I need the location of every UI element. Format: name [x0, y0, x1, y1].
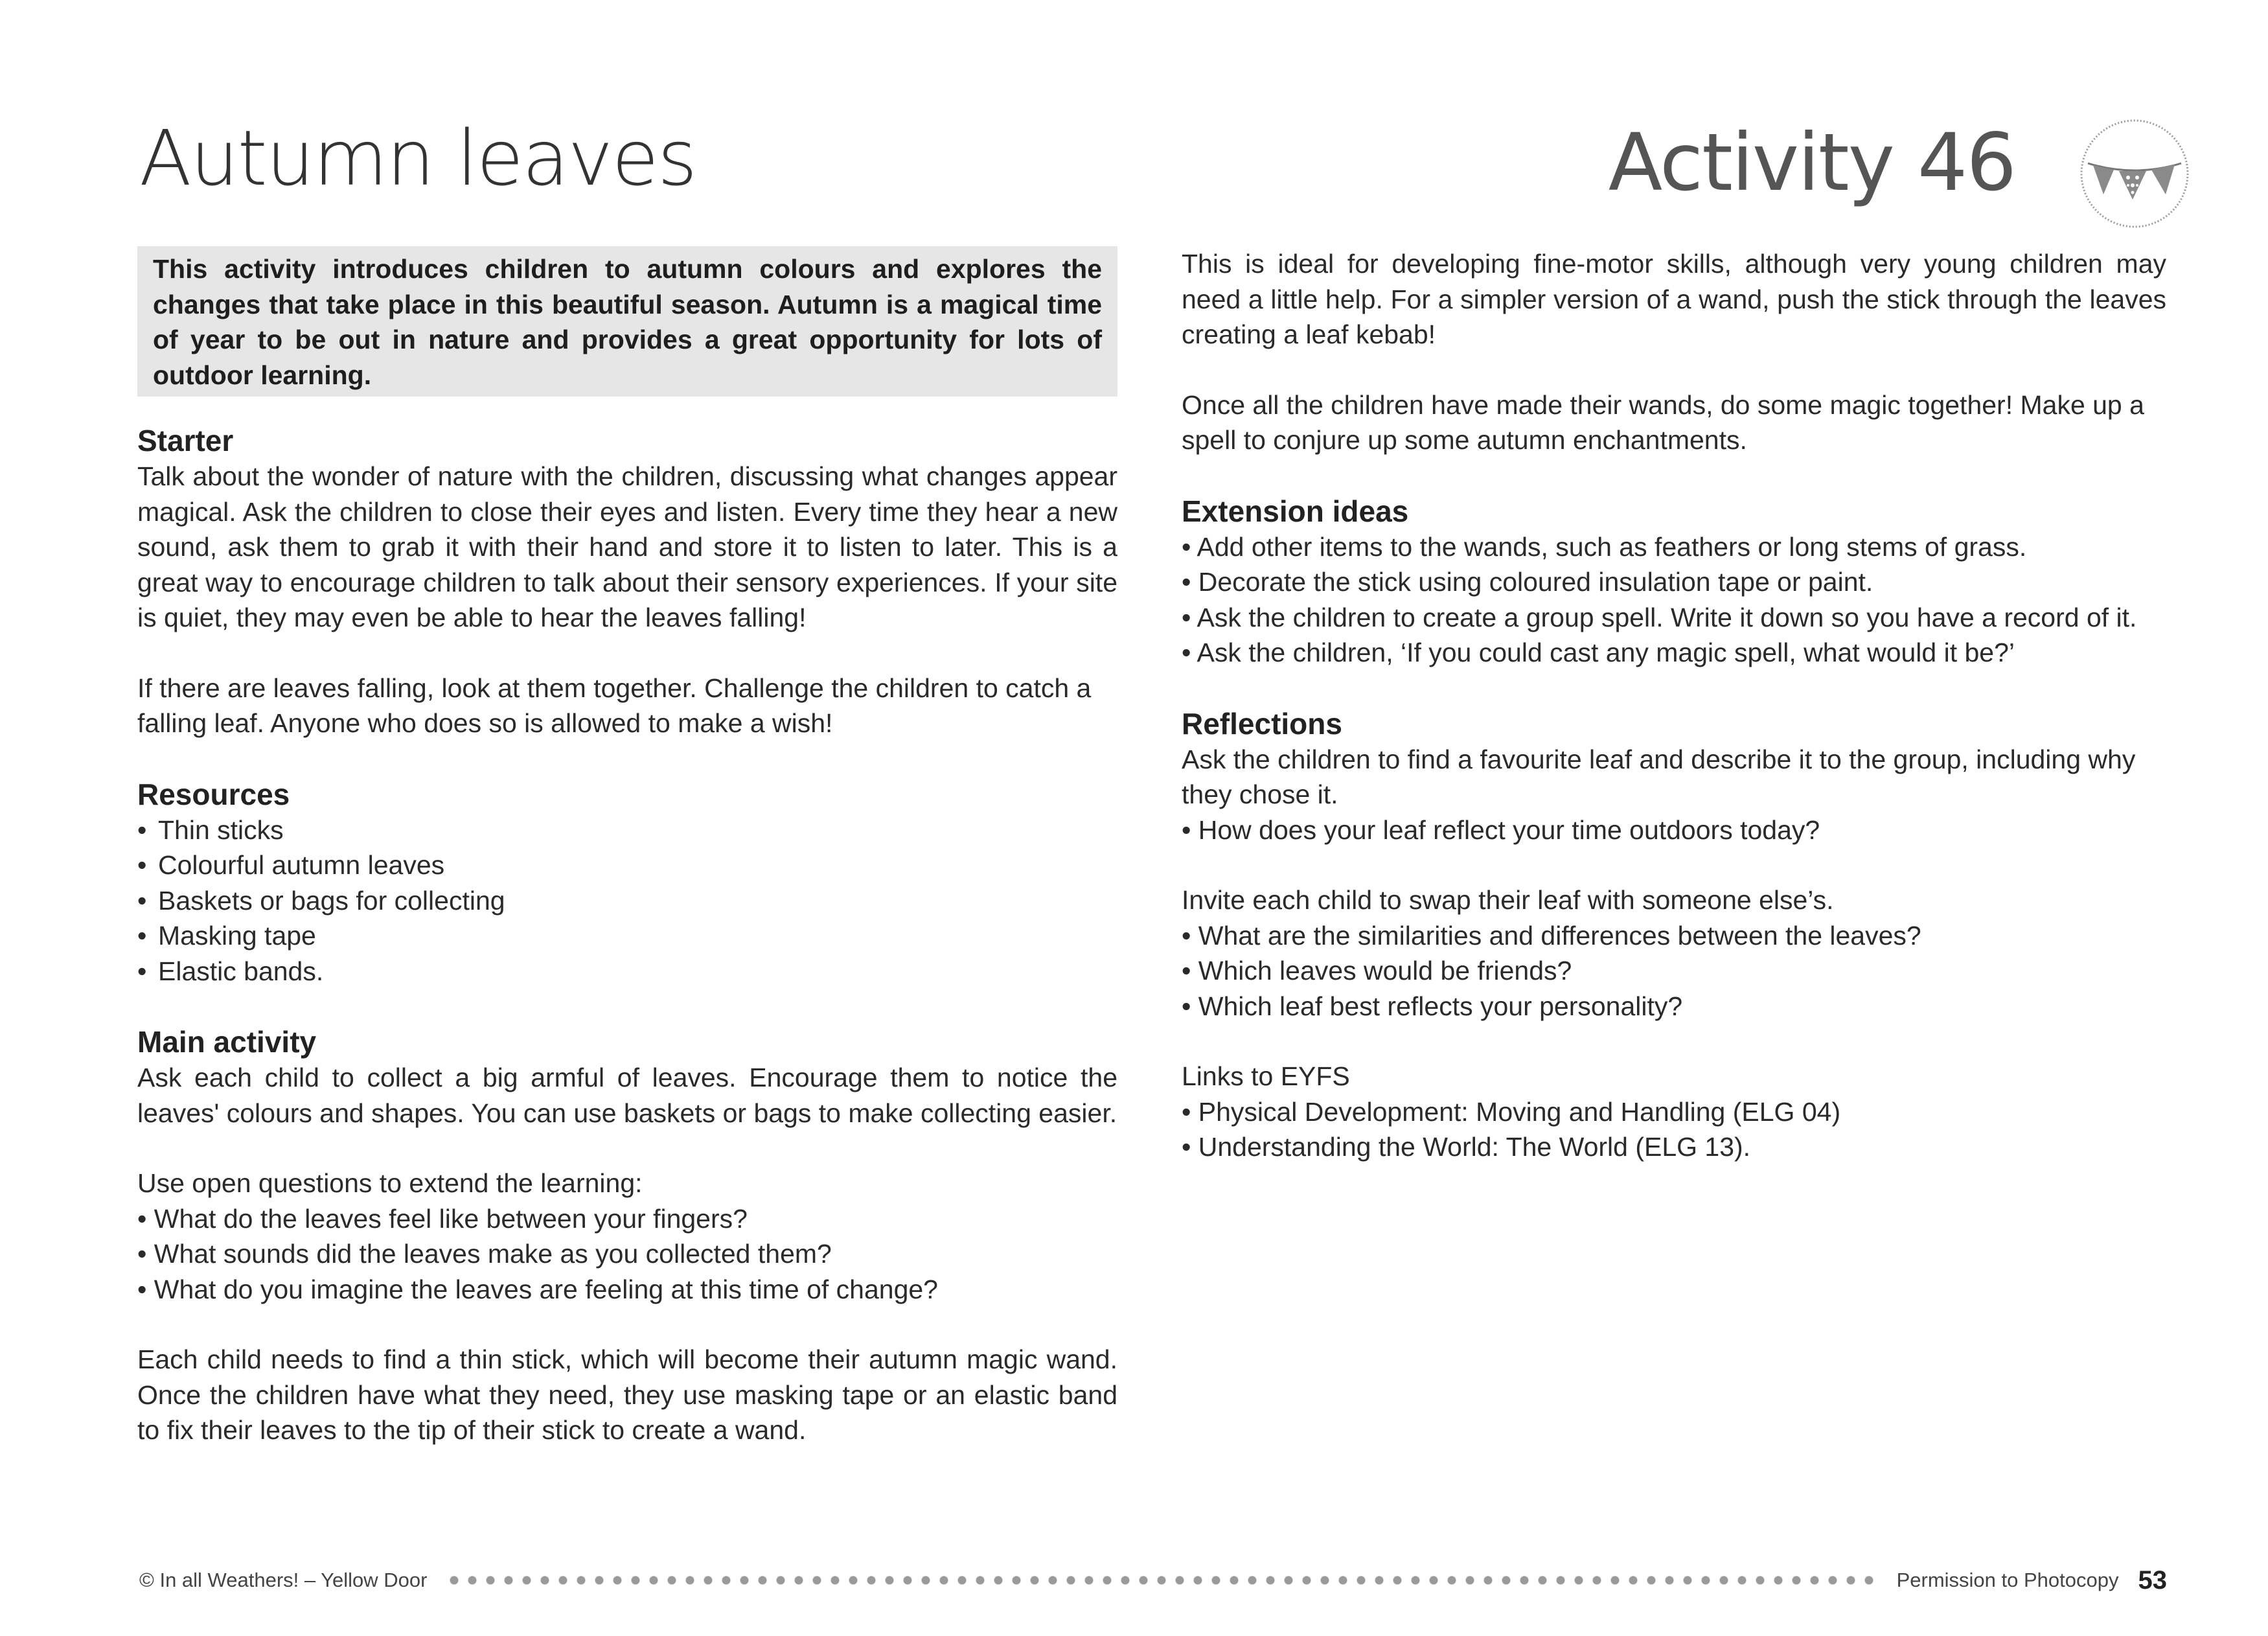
list-item: • Add other items to the wands, such as feathers or long stems of grass.	[1182, 529, 2166, 565]
resources-list	[137, 812, 1117, 989]
intro-text: This activity introduces children to autumn colours and explores the changes that take place in this beautiful season. Autumn is a magical time of year to be out in nature and provides a great opportunity for lots of outdoor learning.	[153, 254, 1102, 390]
list-item: • Elastic bands.	[137, 954, 1117, 989]
starter-paragraph-1: Talk about the wonder of nature with the children, discussing what changes appear magical. Ask the children to close their eyes and listen. Every time they hear a new sound, ask them to grab it with their hand and store it to listen to later. This is a great way to encourage children to talk about their sensory experiences. If your site is quiet, they may even be able to hear the leaves falling!	[137, 461, 1117, 632]
main-activity-paragraph-2: Use open questions to extend the learning:	[137, 1168, 643, 1198]
permission-text: Permission to Photocopy	[1896, 1569, 2119, 1591]
links-list	[1182, 1094, 2166, 1165]
main-activity-paragraph-3: Each child needs to find a thin stick, which will become their autumn magic wand. Once the children have what they need, they use masking tape or an elastic band to fix their leaves to the tip of their stick to create a wand.	[137, 1344, 1117, 1445]
reflections-heading: Reflections	[1182, 706, 1342, 741]
right-paragraph-2: Once all the children have made their wands, do some magic together! Make up a spell to conjure up some autumn enchantments.	[1182, 389, 2144, 455]
reflections-list-1	[1182, 812, 2166, 848]
list-item: • Understanding the World: The World (ELG 13).	[1182, 1129, 2166, 1165]
list-item: • How does your leaf reflect your time outdoors today?	[1182, 812, 2166, 848]
list-item: • Baskets or bags for collecting	[137, 883, 1117, 919]
main-activity-heading: Main activity	[137, 1025, 317, 1059]
page-title: Autumn leaves	[139, 113, 696, 203]
list-item: • Colourful autumn leaves	[137, 847, 1117, 883]
main-activity-paragraph-1: Ask each child to collect a big armful of leaves. Encourage them to notice the leaves' colours and shapes. You can use baskets or bags to make collecting easier.	[137, 1063, 1117, 1128]
reflections-paragraph-1: Ask the children to find a favourite leaf and describe it to the group, including why they chose it.	[1182, 744, 2136, 809]
starter-heading: Starter	[137, 424, 234, 457]
bunting-icon	[2079, 118, 2190, 229]
list-item: • What sounds did the leaves make as you collected them?	[137, 1236, 1117, 1272]
activity-label: Activity 46	[1608, 117, 2015, 209]
list-item: • Ask the children to create a group spell. Write it down so you have a record of it.	[1182, 600, 2166, 636]
list-item: • Decorate the stick using coloured insulation tape or paint.	[1182, 564, 2166, 600]
intro-box	[137, 246, 1117, 397]
left-column	[137, 246, 1117, 1448]
copyright-text: © In all Weathers! – Yellow Door	[139, 1569, 428, 1591]
list-item: • What are the similarities and differences between the leaves?	[1182, 918, 2166, 954]
page-number: 53	[2138, 1565, 2167, 1595]
list-item: • What do the leaves feel like between your fingers?	[137, 1201, 1117, 1237]
starter-paragraph-2: If there are leaves falling, look at them together. Challenge the children to catch a falling leaf. Anyone who does so is allowed to make a wish!	[137, 673, 1092, 738]
reflections-paragraph-2: Invite each child to swap their leaf with someone else’s.	[1182, 885, 1834, 915]
links-heading: Links to EYFS	[1182, 1061, 1350, 1091]
list-item: • Physical Development: Moving and Handling (ELG 04)	[1182, 1094, 2166, 1130]
list-item: • Which leaf best reflects your personality?	[1182, 989, 2166, 1024]
list-item: • What do you imagine the leaves are feeling at this time of change?	[137, 1272, 1117, 1308]
resources-heading: Resources	[137, 777, 290, 811]
list-item: • Which leaves would be friends?	[1182, 953, 2166, 989]
reflections-list-2	[1182, 918, 2166, 1024]
right-column	[1182, 246, 2166, 1165]
list-item: • Masking tape	[137, 918, 1117, 954]
dotted-divider	[445, 1576, 1875, 1585]
right-paragraph-1: This is ideal for developing fine-motor skills, although very young children may need a little help. For a simpler version of a wand, push the stick through the leaves creating a leaf kebab!	[1182, 249, 2166, 349]
list-item: • Ask the children, ‘If you could cast any magic spell, what would it be?’	[1182, 635, 2166, 671]
extension-list	[1182, 529, 2166, 671]
list-item: • Thin sticks	[137, 812, 1117, 848]
questions-list	[137, 1201, 1117, 1308]
footer	[139, 1564, 2167, 1596]
extension-heading: Extension ideas	[1182, 494, 1409, 528]
